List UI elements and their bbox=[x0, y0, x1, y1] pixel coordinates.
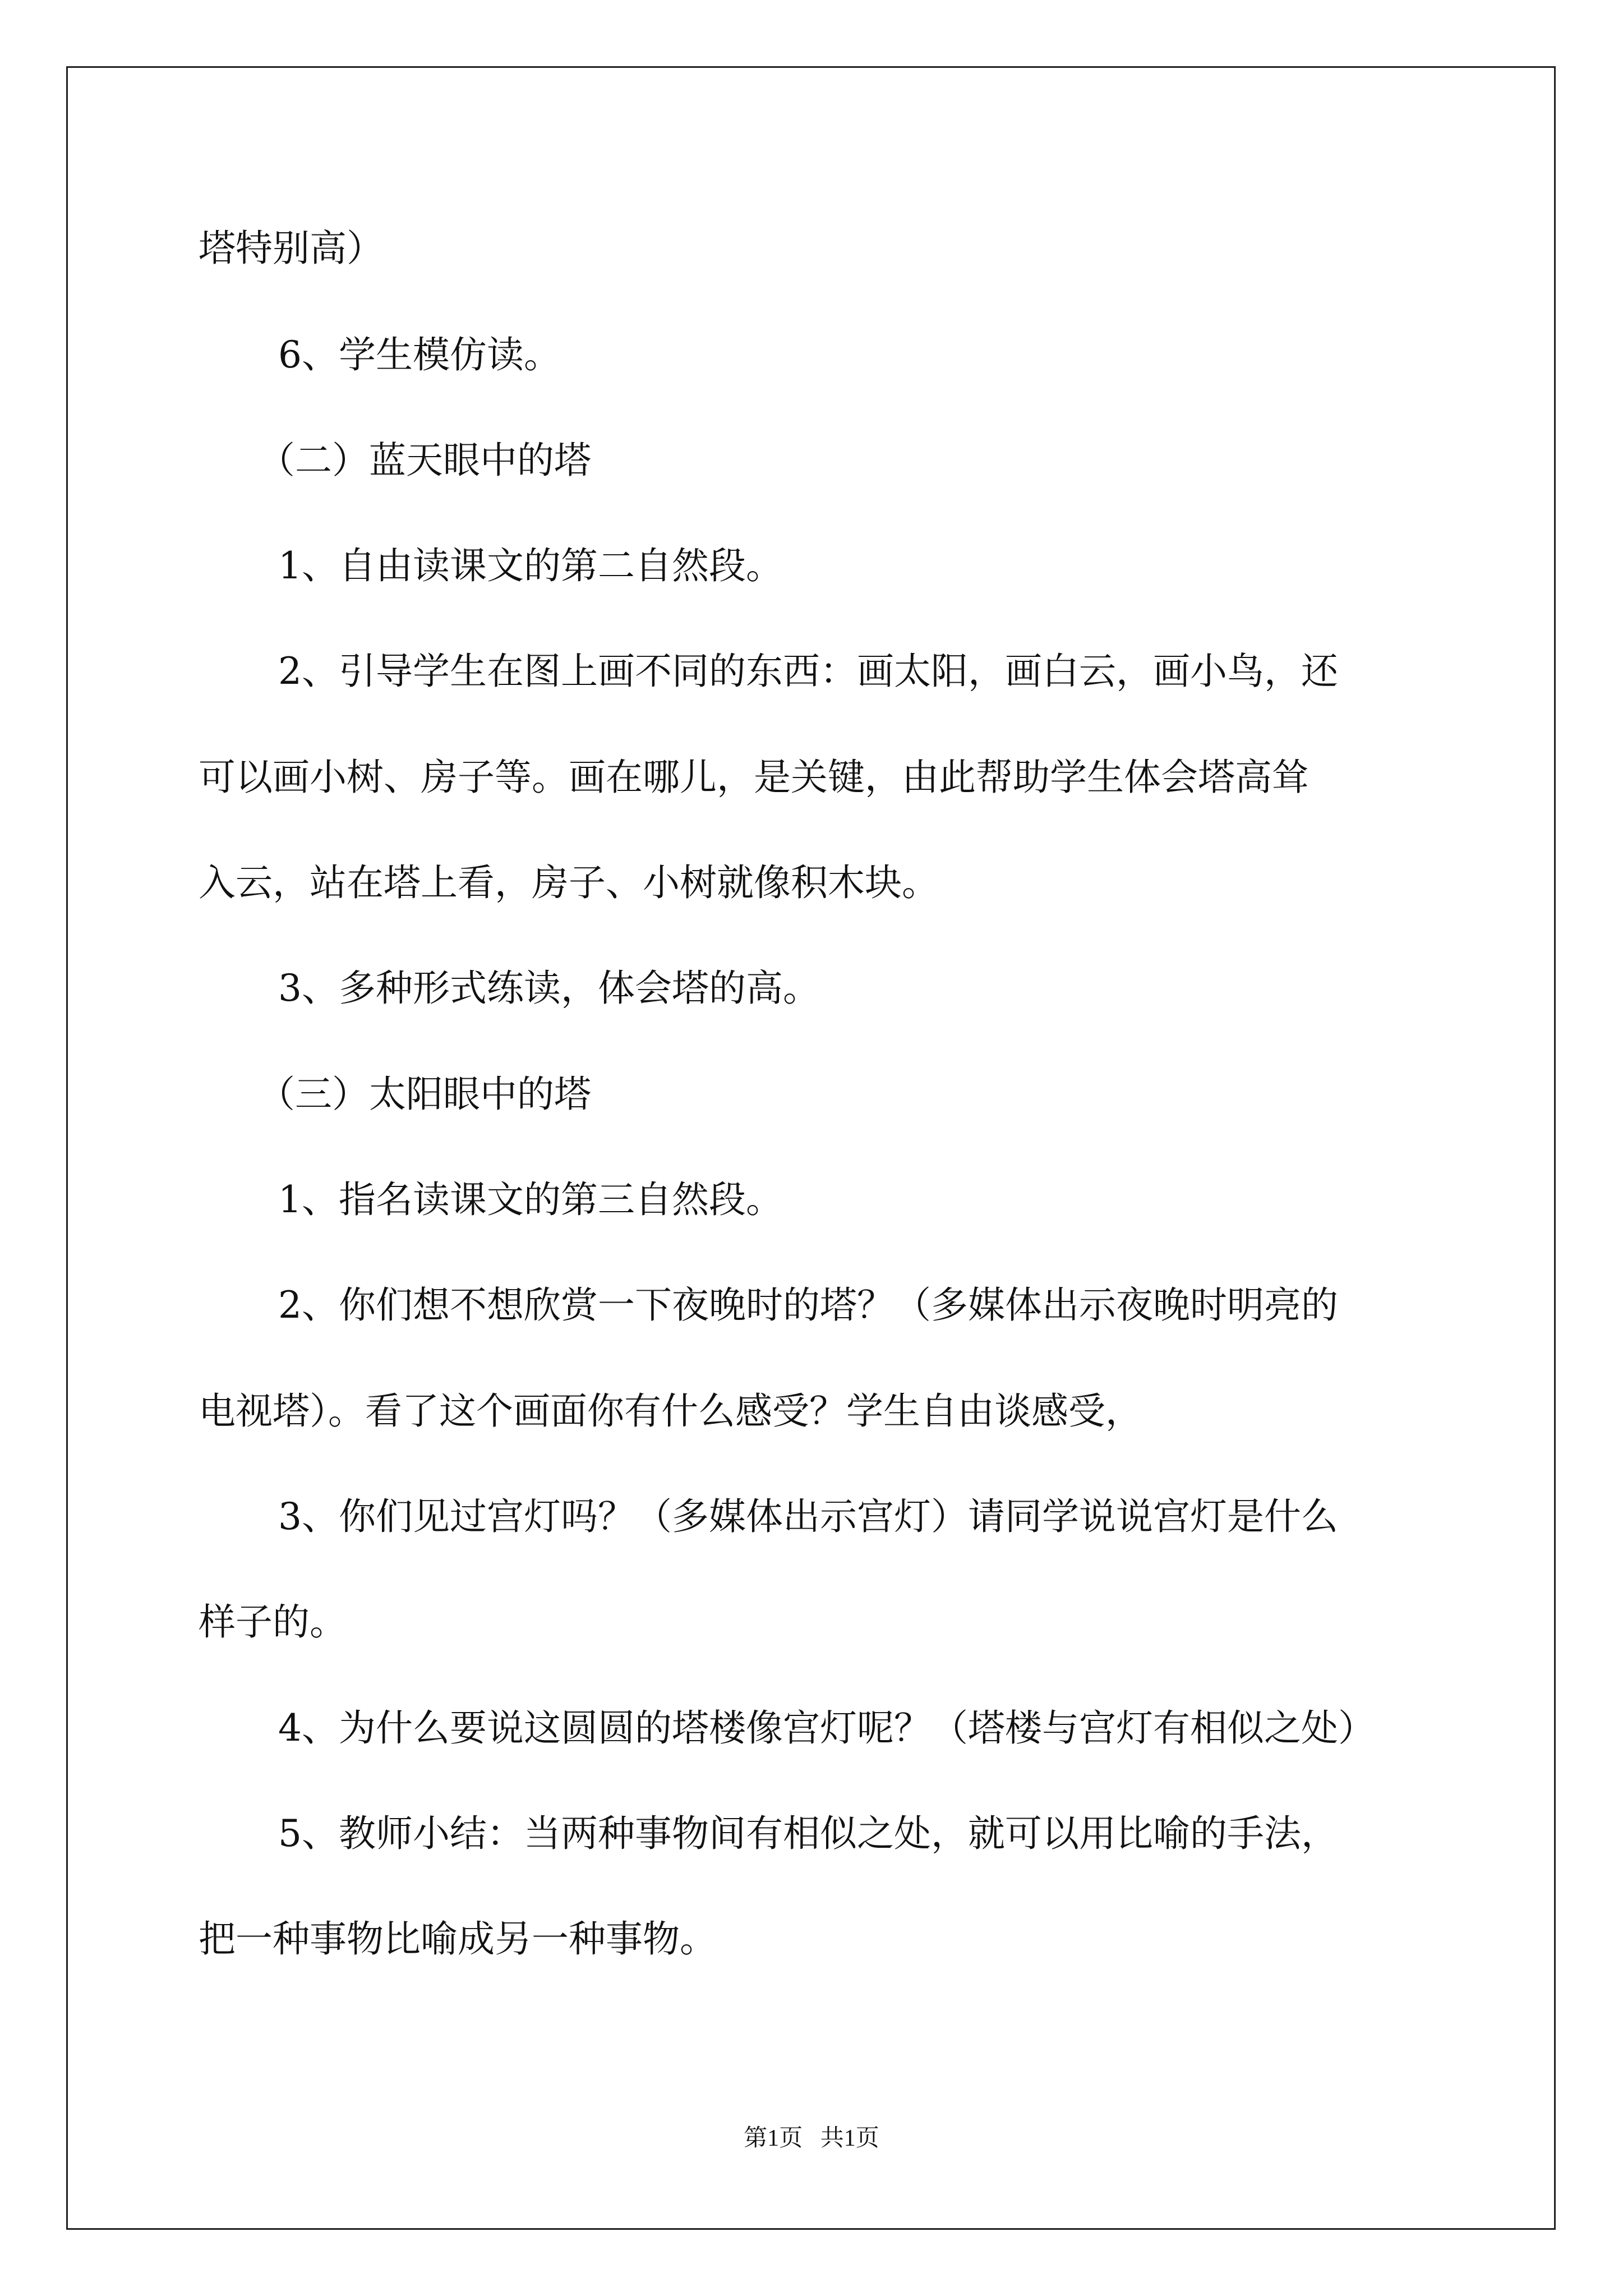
page-border bbox=[66, 66, 1556, 2230]
text-line-14: 样子的。 bbox=[199, 1600, 347, 1644]
text-line-8: 3、多种形式练读，体会塔的高。 bbox=[278, 967, 820, 1010]
text-line-7: 入云，站在塔上看，房子、小树就像积木块。 bbox=[199, 861, 939, 904]
text-line-12: 电视塔）。看了这个画面你有什么感受？学生自由谈感受， bbox=[199, 1389, 1142, 1433]
text-line-10: 1、指名读课文的第三自然段。 bbox=[278, 1178, 783, 1221]
text-line-5: 2、引导学生在图上画不同的东西：画太阳，画白云，画小鸟，还 bbox=[278, 650, 1338, 693]
text-line-4: 1、自由读课文的第二自然段。 bbox=[278, 544, 783, 587]
section-heading-3: （三）太阳眼中的塔 bbox=[258, 1073, 591, 1116]
text-line-2: 6、学生模仿读。 bbox=[278, 333, 561, 376]
text-line-16: 5、教师小结：当两种事物间有相似之处，就可以用比喻的手法， bbox=[278, 1812, 1338, 1855]
text-line-17: 把一种事物比喻成另一种事物。 bbox=[199, 1917, 717, 1961]
page-number-footer: 第1页 共1页 bbox=[744, 2125, 879, 2151]
text-line-11: 2、你们想不想欣赏一下夜晚时的塔？（多媒体出示夜晚时明亮的 bbox=[278, 1283, 1338, 1327]
text-line-6: 可以画小树、房子等。画在哪儿，是关键，由此帮助学生体会塔高耸 bbox=[199, 756, 1309, 799]
text-line-15: 4、为什么要说这圆圆的塔楼像宫灯呢？（塔楼与宫灯有相似之处） bbox=[278, 1706, 1375, 1750]
text-line-13: 3、你们见过宫灯吗？（多媒体出示宫灯）请同学说说宫灯是什么 bbox=[278, 1495, 1338, 1538]
text-line-1: 塔特别高） bbox=[199, 227, 384, 270]
section-heading-2: （二）蓝天眼中的塔 bbox=[258, 439, 591, 482]
